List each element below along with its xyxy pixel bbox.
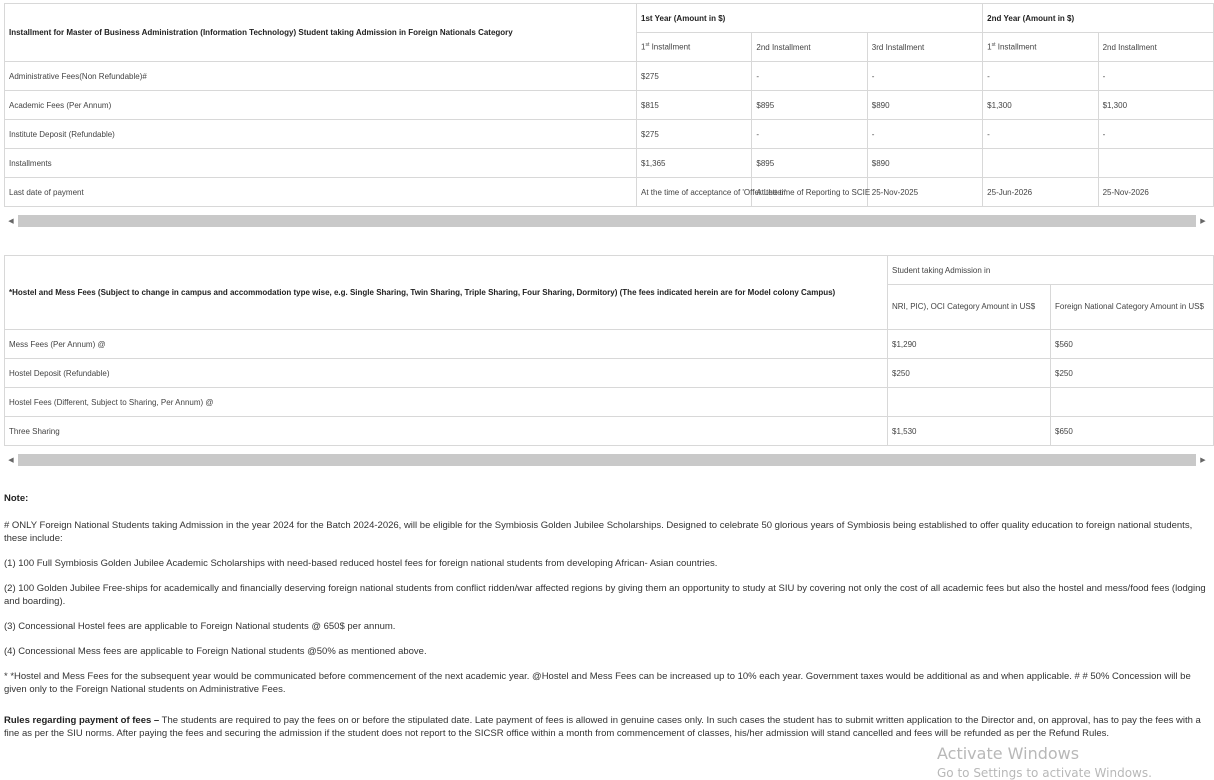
sub-header: 3rd Installment	[867, 33, 982, 62]
scroll-right-icon[interactable]: ▶	[1200, 457, 1206, 464]
row-label: Last date of payment	[5, 178, 637, 207]
horizontal-scrollbar[interactable]	[4, 215, 1210, 227]
row-label: Hostel Deposit (Refundable)	[5, 359, 888, 388]
payment-rules	[4, 714, 1208, 740]
installment-fee-table	[4, 3, 1214, 207]
row-label: Hostel Fees (Different, Subject to Sharing, Per Annum) @	[5, 388, 888, 417]
row-label: Three Sharing	[5, 417, 888, 446]
note-paragraph: * *Hostel and Mess Fees for the subsequent year would be communicated before commencement of the next academic year. @Hostel and Mess Fees can be increased up to 10% each year. Government taxes would be additional as and when applicable. # # 50% Concession will be given only to the Foreign National students on Administrative Fees.	[4, 671, 1191, 695]
group-header: Student taking Admission in	[888, 256, 1214, 285]
hostel-mess-fee-table	[4, 255, 1214, 446]
table-row	[5, 359, 1214, 388]
table-cell	[1098, 149, 1213, 178]
note-paragraph: (3) Concessional Hostel fees are applicable to Foreign National students @ 650$ per annum.	[4, 621, 396, 632]
year1-header: 1st Year (Amount in $)	[637, 4, 983, 33]
table-cell: 25-Jun-2026	[983, 178, 1098, 207]
table-cell: -	[983, 62, 1098, 91]
table-cell: -	[983, 120, 1098, 149]
table-cell: $560	[1051, 330, 1214, 359]
table-cell: $890	[867, 149, 982, 178]
note-paragraph: (4) Concessional Mess fees are applicable to Foreign National students @50% as mentioned above.	[4, 646, 427, 657]
table-cell: 25-Nov-2025	[867, 178, 982, 207]
sub-header: 1st Installment	[637, 33, 752, 62]
table-row	[5, 62, 1214, 91]
row-label: Administrative Fees(Non Refundable)#	[5, 62, 637, 91]
col-header: NRI, PIC), OCI Category Amount in US$	[888, 285, 1051, 330]
table-cell: $895	[752, 149, 867, 178]
fee-table-title: Installment for Master of Business Administration (Information Technology) Student taking Admission in Foreign Nationals Category	[5, 4, 637, 62]
horizontal-scrollbar[interactable]	[4, 454, 1210, 466]
year2-header: 2nd Year (Amount in $)	[983, 4, 1214, 33]
activate-windows-hint: Go to Settings to activate Windows.	[937, 766, 1152, 780]
col-header: Foreign National Category Amount in US$	[1051, 285, 1214, 330]
activate-windows-watermark: Activate Windows	[937, 744, 1080, 763]
table-row	[5, 330, 1214, 359]
sub-header: 2nd Installment	[752, 33, 867, 62]
table-row	[5, 120, 1214, 149]
table-cell: 25-Nov-2026	[1098, 178, 1213, 207]
hostel-table-title: *Hostel and Mess Fees (Subject to change in campus and accommodation type wise, e.g. Single Sharing, Twin Sharing, Triple Sharing, Four Sharing, Dormitory) (The fees indicated herein are for Model colony Campus)	[5, 256, 888, 330]
table-cell: -	[867, 120, 982, 149]
row-label: Mess Fees (Per Annum) @	[5, 330, 888, 359]
table-cell: $275	[637, 120, 752, 149]
table-cell	[888, 388, 1051, 417]
row-label: Academic Fees (Per Annum)	[5, 91, 637, 120]
sub-header: 2nd Installment	[1098, 33, 1213, 62]
table-row	[5, 388, 1214, 417]
table-cell	[1051, 388, 1214, 417]
note-paragraph: (2) 100 Golden Jubilee Free-ships for academically and financially deserving foreign national students from conflict ridden/war affected regions by giving them an opportunity to study at SIU by covering not only the cost of all academic fees but also the hostel and mess/food fees (lodging and boarding).	[4, 583, 1206, 607]
scrollbar-thumb[interactable]	[18, 215, 1196, 227]
table-row	[5, 417, 1214, 446]
table-cell: $815	[637, 91, 752, 120]
note-paragraph: (1) 100 Full Symbiosis Golden Jubilee Academic Scholarships with need-based reduced hostel fees for foreign national students from developing African- Asian countries.	[4, 558, 718, 569]
table-cell: $1,530	[888, 417, 1051, 446]
table-cell: $895	[752, 91, 867, 120]
table-row	[5, 91, 1214, 120]
table-cell: $1,290	[888, 330, 1051, 359]
table-cell	[983, 149, 1098, 178]
table-cell: -	[752, 120, 867, 149]
rules-label: Rules regarding payment of fees –	[4, 715, 160, 726]
table-row	[5, 149, 1214, 178]
notes-label: Note:	[4, 493, 29, 504]
table-cell: $1,300	[1098, 91, 1213, 120]
table-cell: $250	[1051, 359, 1214, 388]
sub-header: 1st Installment	[983, 33, 1098, 62]
table-cell: $1,365	[637, 149, 752, 178]
table-cell: $890	[867, 91, 982, 120]
table-cell: -	[1098, 62, 1213, 91]
table-cell: $275	[637, 62, 752, 91]
scrollbar-thumb[interactable]	[18, 454, 1196, 466]
table-cell: $650	[1051, 417, 1214, 446]
table-cell: $1,300	[983, 91, 1098, 120]
table-cell: -	[867, 62, 982, 91]
table-cell: At the time of acceptance of 'Offer Letter'	[637, 178, 752, 207]
table-cell: $250	[888, 359, 1051, 388]
scroll-left-icon[interactable]: ◀	[8, 218, 14, 225]
row-label: Installments	[5, 149, 637, 178]
scroll-left-icon[interactable]: ◀	[8, 457, 14, 464]
table-cell: At the time of Reporting to SCIE	[752, 178, 867, 207]
notes-section	[4, 492, 1208, 752]
table-cell: -	[752, 62, 867, 91]
table-cell: -	[1098, 120, 1213, 149]
note-paragraph: # ONLY Foreign National Students taking Admission in the year 2024 for the Batch 2024-2026, will be eligible for the Symbiosis Golden Jubilee Scholarships. Designed to celebrate 50 glorious years of Symbiosis being established to offer quality education to foreign national students, these include:	[4, 520, 1193, 544]
scroll-right-icon[interactable]: ▶	[1200, 218, 1206, 225]
row-label: Institute Deposit (Refundable)	[5, 120, 637, 149]
table-row	[5, 178, 1214, 207]
rules-text: The students are required to pay the fees on or before the stipulated date. Late payment of fees is allowed in genuine cases only. In such cases the student has to submit written application to the Director and, on approval, has to pay the fees with a fine as per the SIU norms. After paying the fees and securing the admission if the student does not report to the SICSR office within a month from commencement of classes, his/her admission will stand cancelled and fees will be refunded as per the Refund Rules.	[4, 715, 1201, 739]
